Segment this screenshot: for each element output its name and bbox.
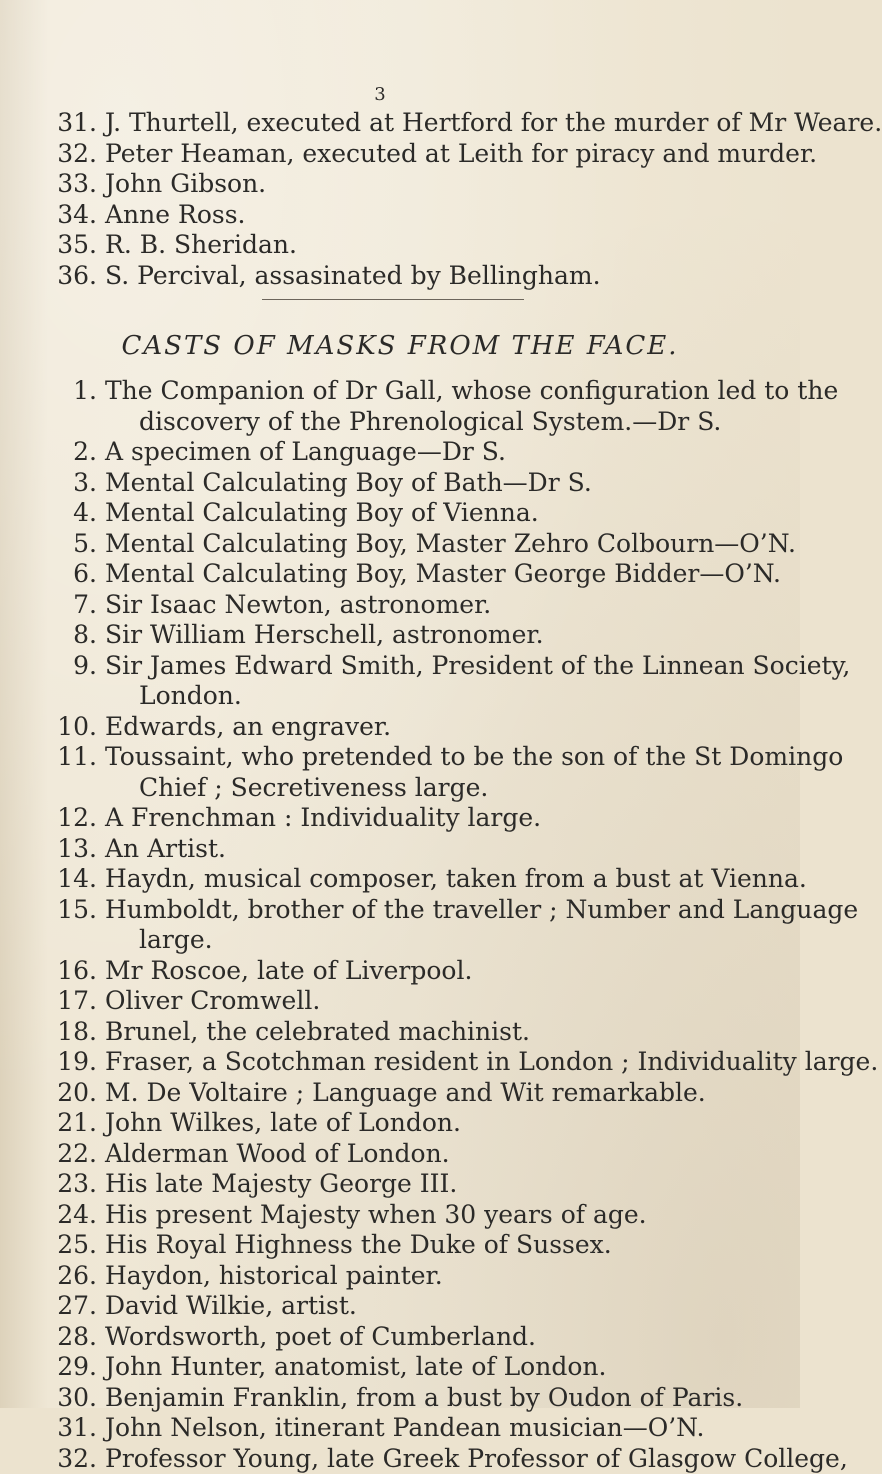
item-text: Alderman Wood of London.	[105, 1139, 450, 1168]
list-item	[0, 1261, 800, 1292]
item-number: 32.	[0, 139, 97, 170]
list-item	[0, 986, 800, 1017]
item-text: His Royal Highness the Duke of Sussex.	[105, 1230, 612, 1259]
list-item	[0, 620, 800, 651]
item-text: A Frenchman : Individuality large.	[105, 803, 541, 832]
item-text: M. De Voltaire ; Language and Wit remarkable.	[105, 1078, 706, 1107]
list-item	[0, 169, 800, 200]
item-text: Oliver Cromwell.	[105, 986, 320, 1015]
list-item	[0, 590, 800, 621]
item-text: Mental Calculating Boy of Vienna.	[105, 498, 539, 527]
item-number: 27.	[0, 1291, 97, 1322]
item-text: An Artist.	[105, 834, 226, 863]
item-number: 26.	[0, 1261, 97, 1292]
item-number: 3.	[0, 468, 97, 499]
item-text: John Hunter, anatomist, late of London.	[105, 1352, 606, 1381]
item-number: 35.	[0, 230, 97, 261]
list-item	[0, 651, 800, 712]
item-number: 31.	[0, 1413, 97, 1444]
item-number: 24.	[0, 1200, 97, 1231]
list-item	[0, 803, 800, 834]
list-item	[0, 498, 800, 529]
item-number: 13.	[0, 834, 97, 865]
item-text: Mr Roscoe, late of Liverpool.	[105, 956, 472, 985]
item-text: Haydon, historical painter.	[105, 1261, 443, 1290]
item-text: Brunel, the celebrated machinist.	[105, 1017, 530, 1046]
item-number: 4.	[0, 498, 97, 529]
page-number: 3	[0, 84, 760, 105]
list-item	[0, 956, 800, 987]
list-item	[0, 559, 800, 590]
item-text: Toussaint, who pretended to be the son of the St Domingo	[105, 742, 843, 771]
item-text: John Nelson, itinerant Pandean musician—O’N.	[105, 1413, 704, 1442]
item-text: Mental Calculating Boy of Bath—Dr S.	[105, 468, 592, 497]
item-number: 9.	[0, 651, 97, 682]
list-item	[0, 712, 800, 743]
item-text-continuation: discovery of the Phrenological System.—Dr S.	[105, 407, 776, 438]
item-text: His present Majesty when 30 years of age.	[105, 1200, 647, 1229]
item-number: 25.	[0, 1230, 97, 1261]
item-number: 1.	[0, 376, 97, 407]
item-text: Wordsworth, poet of Cumberland.	[105, 1322, 536, 1351]
item-number: 30.	[0, 1383, 97, 1414]
list-item	[0, 864, 800, 895]
item-text-continuation: Chief ; Secretiveness large.	[105, 773, 776, 804]
item-number: 33.	[0, 169, 97, 200]
item-text: Mental Calculating Boy, Master Zehro Colbourn—O’N.	[105, 529, 796, 558]
item-text: His late Majesty George III.	[105, 1169, 457, 1198]
list-item	[0, 261, 800, 292]
item-number: 34.	[0, 200, 97, 231]
list-item	[0, 1169, 800, 1200]
item-text: Fraser, a Scotchman resident in London ; Individuality large.	[105, 1047, 878, 1076]
list-item	[0, 1444, 800, 1474]
item-number: 7.	[0, 590, 97, 621]
list-item	[0, 376, 800, 437]
item-number: 2.	[0, 437, 97, 468]
list-item	[0, 834, 800, 865]
continued-list	[0, 108, 800, 291]
list-item	[0, 742, 800, 803]
item-text: S. Percival, assasinated by Bellingham.	[105, 261, 601, 290]
item-number: 20.	[0, 1078, 97, 1109]
list-item	[0, 139, 800, 170]
item-number: 8.	[0, 620, 97, 651]
item-text: A specimen of Language—Dr S.	[105, 437, 506, 466]
item-text: John Wilkes, late of London.	[105, 1108, 461, 1137]
item-text: David Wilkie, artist.	[105, 1291, 357, 1320]
item-number: 12.	[0, 803, 97, 834]
item-text: Peter Heaman, executed at Leith for piracy and murder.	[105, 139, 817, 168]
item-number: 17.	[0, 986, 97, 1017]
list-item	[0, 1017, 800, 1048]
item-text: R. B. Sheridan.	[105, 230, 297, 259]
item-number: 11.	[0, 742, 97, 773]
list-item	[0, 1200, 800, 1231]
item-text: J. Thurtell, executed at Hertford for the murder of Mr Weare.	[105, 108, 882, 137]
item-number: 15.	[0, 895, 97, 926]
list-item	[0, 230, 800, 261]
casts-list	[0, 376, 800, 1474]
list-item	[0, 895, 800, 956]
item-number: 16.	[0, 956, 97, 987]
item-text: Benjamin Franklin, from a bust by Oudon of Paris.	[105, 1383, 743, 1412]
item-number: 21.	[0, 1108, 97, 1139]
item-number: 18.	[0, 1017, 97, 1048]
item-text: Haydn, musical composer, taken from a bust at Vienna.	[105, 864, 807, 893]
item-text: Mental Calculating Boy, Master George Bidder—O’N.	[105, 559, 781, 588]
section-heading: CASTS OF MASKS FROM THE FACE.	[0, 331, 800, 361]
item-text: Sir Isaac Newton, astronomer.	[105, 590, 491, 619]
list-item	[0, 1047, 800, 1078]
item-text-continuation: London.	[105, 681, 776, 712]
item-number: 32.	[0, 1444, 97, 1474]
list-item	[0, 1413, 800, 1444]
item-number: 31.	[0, 108, 97, 139]
item-text: Humboldt, brother of the traveller ; Number and Language	[105, 895, 858, 924]
list-item	[0, 529, 800, 560]
list-item	[0, 1230, 800, 1261]
item-number: 28.	[0, 1322, 97, 1353]
item-number: 36.	[0, 261, 97, 292]
item-text-continuation: large.	[105, 925, 776, 956]
list-item	[0, 1139, 800, 1170]
list-item	[0, 1108, 800, 1139]
item-number: 23.	[0, 1169, 97, 1200]
list-item	[0, 1291, 800, 1322]
list-item	[0, 1352, 800, 1383]
item-text: The Companion of Dr Gall, whose configuration led to the	[105, 376, 838, 405]
list-item	[0, 1383, 800, 1414]
item-text: Professor Young, late Greek Professor of Glasgow College,	[105, 1444, 848, 1473]
item-text: John Gibson.	[105, 169, 266, 198]
item-number: 29.	[0, 1352, 97, 1383]
item-number: 5.	[0, 529, 97, 560]
item-number: 19.	[0, 1047, 97, 1078]
item-text: Edwards, an engraver.	[105, 712, 391, 741]
list-item	[0, 1078, 800, 1109]
item-number: 6.	[0, 559, 97, 590]
list-item	[0, 437, 800, 468]
item-text: Anne Ross.	[105, 200, 245, 229]
item-text: Sir William Herschell, astronomer.	[105, 620, 544, 649]
list-item	[0, 1322, 800, 1353]
item-number: 14.	[0, 864, 97, 895]
item-number: 10.	[0, 712, 97, 743]
section-divider	[262, 299, 524, 300]
item-text: Sir James Edward Smith, President of the Linnean Society,	[105, 651, 850, 680]
list-item	[0, 200, 800, 231]
list-item	[0, 468, 800, 499]
list-item	[0, 108, 800, 139]
item-number: 22.	[0, 1139, 97, 1170]
